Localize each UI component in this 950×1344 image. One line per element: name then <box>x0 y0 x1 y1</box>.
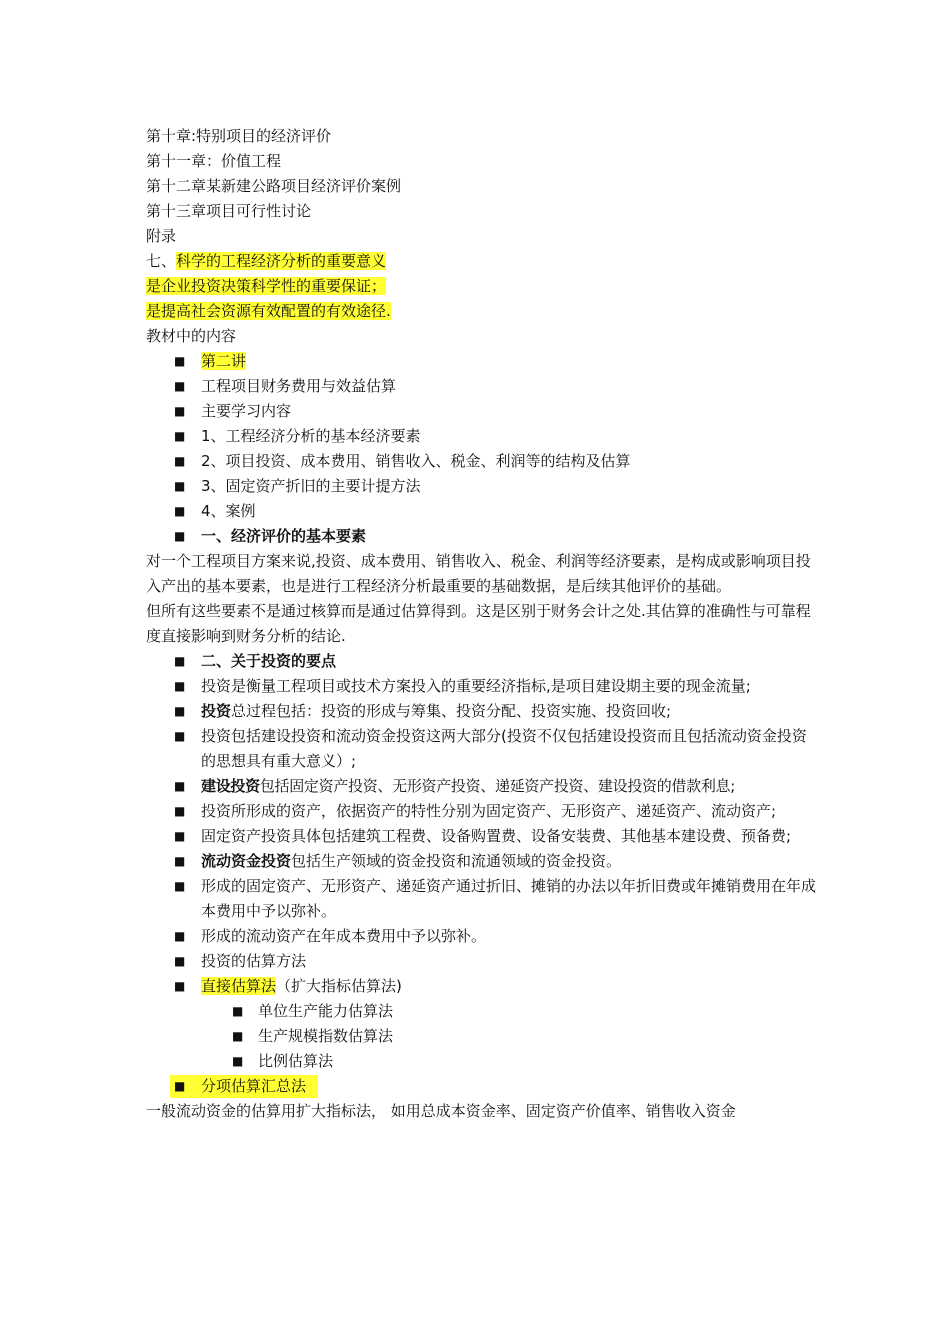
bullet-icon: ■ <box>174 404 186 418</box>
list-item <box>146 674 816 699</box>
list-item <box>146 849 816 874</box>
list-item-text: 2、项目投资、成本费用、销售收入、税金、利润等的结构及估算 <box>201 452 631 470</box>
bullet-icon: ■ <box>174 929 186 943</box>
bullet-icon: ■ <box>174 704 186 718</box>
bullet-icon: ■ <box>174 654 186 668</box>
section-7-title <box>146 249 816 274</box>
list-item-text: 形成的固定资产、无形资产、递延资产通过折旧、摊销的办法以年折旧费或年摊销费用在年成本费用中予以弥补。 <box>201 877 817 920</box>
list-item-itemized-estimate <box>146 1074 816 1099</box>
list-item <box>146 824 816 849</box>
list-item <box>146 474 816 499</box>
bullet-icon: ■ <box>232 1054 244 1068</box>
list-item-heading-1 <box>146 524 816 549</box>
bullet-icon: ■ <box>174 679 186 693</box>
list-item-text: 3、固定资产折旧的主要计提方法 <box>201 477 421 495</box>
bullet-icon: ■ <box>174 429 186 443</box>
significance-2 <box>146 299 816 324</box>
bullet-icon: ■ <box>174 379 186 393</box>
significance-2-text: 是提高社会资源有效配置的有效途径. <box>146 302 391 320</box>
lecture-2-text: 第二讲 <box>201 352 247 370</box>
list-item-text: 投资的估算方法 <box>201 952 307 970</box>
bullet-icon: ■ <box>174 1079 186 1093</box>
sub-list-item-text: 比例估算法 <box>258 1052 334 1070</box>
sub-list-item <box>146 1049 816 1074</box>
list-item <box>146 374 816 399</box>
paragraph-elements: 对一个工程项目方案来说,投资、成本费用、销售收入、税金、利润等经济要素，是构成或影响项目投入产出的基本要素，也是进行工程经济分析最重要的基础数据，是后续其他评价的基础。 <box>146 552 811 595</box>
list-item <box>146 499 816 524</box>
list-item <box>146 449 816 474</box>
bullet-icon: ■ <box>174 779 186 793</box>
list-item-bold: 流动资金投资 <box>201 852 292 870</box>
list-item-text: 工程项目财务费用与效益估算 <box>201 377 397 395</box>
list-item <box>146 774 816 799</box>
bullet-icon: ■ <box>174 879 186 893</box>
list-item <box>146 949 816 974</box>
list-item-text: 包括固定资产投资、无形资产投资、递延资产投资、建设投资的借款利息; <box>259 777 735 795</box>
list-item-text: 总过程包括：投资的形成与筹集、投资分配、投资实施、投资回收; <box>231 702 672 720</box>
list-item <box>146 874 816 924</box>
direct-estimate-highlight: 直接估算法 <box>201 977 277 995</box>
list-item-text: 投资所形成的资产，依据资产的特性分别为固定资产、无形资产、递延资产、流动资产; <box>201 802 777 820</box>
heading-2-text: 二、关于投资的要点 <box>201 652 337 670</box>
list-item-heading-2 <box>146 649 816 674</box>
bullet-icon: ■ <box>174 479 186 493</box>
bullet-icon: ■ <box>232 1004 244 1018</box>
list-item-bold: 投资 <box>201 702 232 720</box>
bullet-icon: ■ <box>174 829 186 843</box>
appendix: 附录 <box>146 227 177 245</box>
list-item-text: 投资包括建设投资和流动资金投资这两大部分(投资不仅包括建设投资而且包括流动资金投资的思想具有重大意义）; <box>201 727 807 770</box>
bullet-icon: ■ <box>174 854 186 868</box>
bullet-icon: ■ <box>174 504 186 518</box>
chapter-12: 第十二章某新建公路项目经济评价案例 <box>146 177 402 195</box>
paragraph-estimation: 但所有这些要素不是通过核算而是通过估算得到。这是区别于财务会计之处.其估算的准确性与可靠程度直接影响到财务分析的结论. <box>146 602 811 645</box>
section-7-prefix: 七、 <box>146 252 177 270</box>
list-item-text: 1、工程经济分析的基本经济要素 <box>201 427 421 445</box>
list-item <box>146 424 816 449</box>
bullet-icon: ■ <box>174 529 186 543</box>
list-item <box>146 724 816 774</box>
sub-list-item <box>146 999 816 1024</box>
list-item-text: 包括生产领域的资金投资和流通领域的资金投资。 <box>291 852 622 870</box>
list-item-text: 投资是衡量工程项目或技术方案投入的重要经济指标,是项目建设期主要的现金流量; <box>201 677 751 695</box>
document-page <box>146 124 816 1124</box>
list-item-text: 主要学习内容 <box>201 402 292 420</box>
chapter-13: 第十三章项目可行性讨论 <box>146 202 312 220</box>
significance-1 <box>146 274 816 299</box>
list-item-text: 4、案例 <box>201 502 256 520</box>
bullet-icon: ■ <box>174 979 186 993</box>
list-item-lecture-2 <box>146 349 816 374</box>
list-item <box>146 399 816 424</box>
chapter-10: 第十章:特别项目的经济评价 <box>146 127 332 145</box>
textbook-contents: 教材中的内容 <box>146 327 237 345</box>
chapter-11: 第十一章：价值工程 <box>146 152 282 170</box>
bullet-icon: ■ <box>174 729 186 743</box>
bullet-icon: ■ <box>174 804 186 818</box>
sub-list-item-text: 生产规模指数估算法 <box>258 1027 394 1045</box>
bullet-icon: ■ <box>174 954 186 968</box>
list-item-text: 固定资产投资具体包括建筑工程费、设备购置费、设备安装费、其他基本建设费、预备费; <box>201 827 792 845</box>
list-item <box>146 699 816 724</box>
significance-1-text: 是企业投资决策科学性的重要保证； <box>146 277 387 295</box>
list-item-bold: 建设投资 <box>201 777 260 795</box>
paragraph-working-capital: 一般流动资金的估算用扩大指标法， 如用总成本资金率、固定资产价值率、销售收入资金 <box>146 1102 736 1120</box>
list-item-text: 形成的流动资产在年成本费用中予以弥补。 <box>201 927 487 945</box>
itemized-estimate-text: 分项估算汇总法 <box>201 1077 307 1095</box>
heading-1-text: 一、经济评价的基本要素 <box>201 527 367 545</box>
bullet-icon: ■ <box>232 1029 244 1043</box>
bullet-icon: ■ <box>174 454 186 468</box>
sub-list-item <box>146 1024 816 1049</box>
sub-list-item-text: 单位生产能力估算法 <box>258 1002 394 1020</box>
section-7-highlight: 科学的工程经济分析的重要意义 <box>176 252 387 270</box>
list-item-direct-estimate <box>146 974 816 999</box>
list-item <box>146 924 816 949</box>
bullet-icon: ■ <box>174 354 186 368</box>
list-item-text: （扩大指标估算法) <box>276 977 402 995</box>
list-item <box>146 799 816 824</box>
